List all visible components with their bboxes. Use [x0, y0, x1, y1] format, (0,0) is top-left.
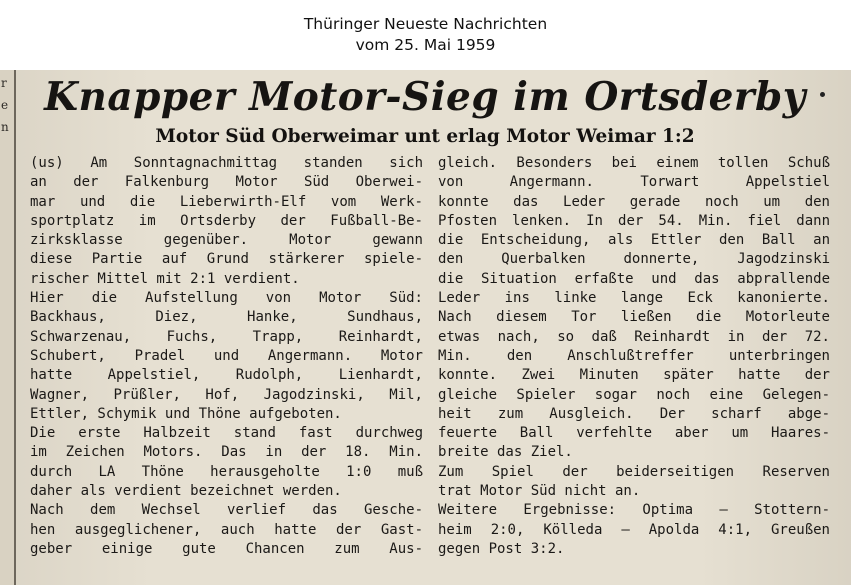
- source-caption: [0, 14, 851, 56]
- text-line: Hier die Aufstellung von Motor Süd:: [30, 290, 423, 307]
- text-line: mar und die Lieberwirth-Elf vom Werk-: [30, 193, 423, 210]
- article-column-left: [30, 154, 423, 559]
- text-line: konnte das Leder gerade noch um den: [438, 193, 830, 210]
- text-line: von Angermann. Torwart Appelstiel: [438, 174, 830, 191]
- text-line: den Querbalken donnerte, Jagodzinski: [438, 251, 830, 268]
- text-line: sportplatz im Ortsderby der Fußball-Be-: [30, 212, 423, 229]
- text-line: Pfosten lenken. In der 54. Min. fiel dann: [438, 212, 830, 229]
- text-line: geber einige gute Chancen zum Aus-: [30, 540, 423, 557]
- adjacent-column-margin: [0, 70, 16, 585]
- text-line: breite das Ziel.: [438, 444, 573, 461]
- text-line: etwas nach, so daß Reinhardt in der 72.: [438, 328, 830, 345]
- text-line: Nach diesem Tor ließen die Motorleute: [438, 309, 830, 326]
- source-date: vom 25. Mai 1959: [355, 36, 496, 54]
- text-line: daher als verdient bezeichnet werden.: [30, 483, 342, 500]
- text-line: rischer Mittel mit 2:1 verdient.: [30, 270, 300, 287]
- text-line: Leder ins linke lange Eck kanonierte.: [438, 290, 830, 307]
- text-line: hen ausgeglichener, auch hatte der Gast-: [30, 521, 423, 538]
- text-line: die Entscheidung, als Ettler den Ball an: [438, 232, 830, 249]
- text-line: Schubert, Pradel und Angermann. Motor: [30, 347, 423, 364]
- article-column-right: [438, 154, 830, 559]
- text-line: Nach dem Wechsel verlief das Gesche-: [30, 502, 423, 519]
- text-line: Backhaus, Diez, Hanke, Sundhaus,: [30, 309, 423, 326]
- ornament-dot: [820, 92, 825, 97]
- article-subheadline: Motor Süd Oberweimar unt erlag Motor Weimar 1:2: [155, 126, 695, 147]
- text-line: diese Partie auf Grund stärkerer spiele-: [30, 251, 423, 268]
- text-line: Min. den Anschlußtreffer unterbringen: [438, 347, 830, 364]
- text-line: die Situation erfaßte und das abprallende: [438, 270, 830, 287]
- source-newspaper: Thüringer Neueste Nachrichten: [303, 15, 548, 33]
- text-line: gegen Post 3:2.: [438, 540, 565, 557]
- text-line: zirksklasse gegenüber. Motor gewann: [30, 232, 423, 249]
- text-line: Ettler, Schymik und Thöne aufgeboten.: [30, 405, 342, 422]
- text-line: Die erste Halbzeit stand fast durchweg: [30, 425, 423, 442]
- newspaper-clipping: [0, 70, 851, 585]
- text-line: Wagner, Prüßler, Hof, Jagodzinski, Mil,: [30, 386, 423, 403]
- text-line: hatte Appelstiel, Rudolph, Lienhardt,: [30, 367, 423, 384]
- margin-char: n: [1, 120, 9, 134]
- text-line: feuerte Ball verfehlte aber um Haares-: [438, 425, 830, 442]
- text-line: gleich. Besonders bei einem tollen Schuß: [438, 155, 830, 171]
- text-line: trat Motor Süd nicht an.: [438, 483, 641, 500]
- text-line: im Zeichen Motors. Das in der 18. Min.: [30, 444, 423, 461]
- article-headline: Knapper Motor-Sieg im Ortsderby: [44, 74, 806, 120]
- text-line: (us) Am Sonntagnachmittag standen sich: [30, 155, 423, 171]
- margin-char: e: [1, 98, 9, 112]
- text-line: Schwarzenau, Fuchs, Trapp, Reinhardt,: [30, 328, 423, 345]
- text-line: heim 2:0, Kölleda — Apolda 4:1, Greußen: [438, 521, 830, 538]
- text-line: an der Falkenburg Motor Süd Oberwei-: [30, 174, 423, 191]
- text-line: konnte. Zwei Minuten später hatte der: [438, 367, 830, 384]
- text-line: durch LA Thöne herausgeholte 1:0 muß: [30, 463, 423, 480]
- text-line: gleiche Spieler sogar noch eine Gelegen-: [438, 386, 830, 403]
- text-line: heit zum Ausgleich. Der scharf abge-: [438, 405, 830, 422]
- text-line: Zum Spiel der beiderseitigen Reserven: [438, 463, 830, 480]
- text-line: Weitere Ergebnisse: Optima — Stottern-: [438, 502, 830, 519]
- margin-char: r: [1, 76, 7, 90]
